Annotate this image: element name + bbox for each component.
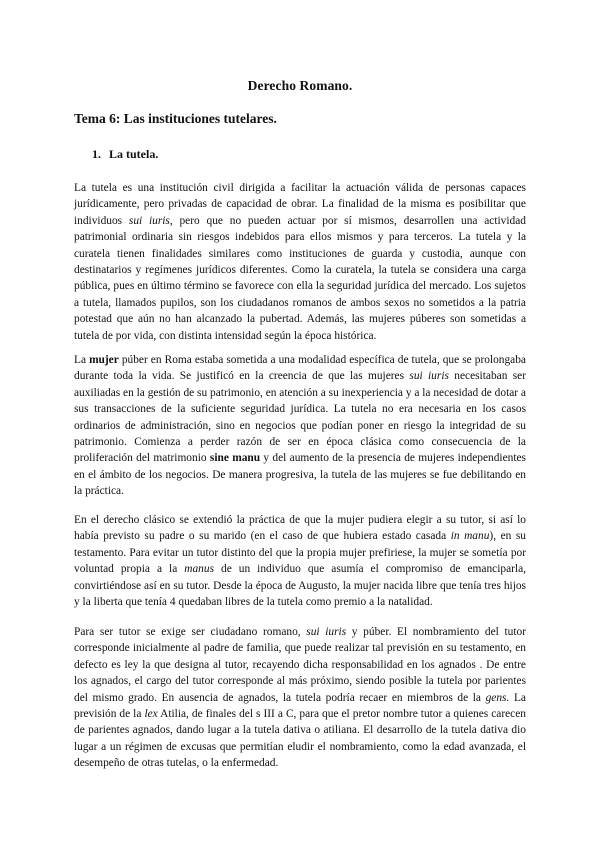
- text-run: necesitaban ser auxiliadas en la gestión de su patrimonio, en atención a su inexperiencia y a la necesidad de dotar a sus transacciones de la suficiente seguridad jurídica. La tutela no era necesaria en los casos ordinarios de administración, sino en negocios que podían poner en riesgo la integridad de su patrimonio. Comienza a perder razón de ser en época clásica como consecuencia de la proliferación del matrimonio: [74, 370, 527, 465]
- text-run: Atilia, de finales del s III a C, para que el pretor nombre tutor a quienes carecen de parientes agnados, dando lugar a la tutela dativa o atiliana. El desarrollo de la tutela dativa dio lugar a un régimen de excusas que permitían eludir el nombramiento, como la edad avanzada, el desempeño de otras tutelas, o la enfermedad.: [74, 708, 526, 770]
- section-title-text: La tutela.: [109, 147, 159, 161]
- section-number: 1.: [92, 147, 101, 161]
- text-run: En el derecho clásico se extendió la práctica de que la mujer pudiera elegir a su tutor, si así lo había previsto su padre o su marido (en el caso de que hubiera estado casada: [74, 514, 526, 543]
- text-run: , pero que no pueden actuar por sí mismos, desarrollen una actividad patrimonial ordinaria sin riesgos indebidos para ellos mismos y para terceros. La tutela y la curatela tienen finalidades similares como instituciones de guarda y custodia, aunque con destinatarios y regímenes jurídicos diferentes. Como la curatela, la tutela se considera una carga pública, pues en último término se favorece con ella la seguridad jurídica del mercado. Los sujetos a tutela, llamados pupilos, son los ciudadanos romanos de ambos sexos no sometidos a la patria potestad que aún no han alcanzado la pubertad. Además, las mujeres púberes son sometidas a tutela de por vida, con distinta intensidad según la época histórica.: [74, 214, 526, 342]
- section-heading: [92, 147, 158, 162]
- latin-term: sui iuris: [409, 370, 449, 383]
- text-run: La previsión de la: [74, 691, 526, 721]
- latin-term: sui iuris: [128, 214, 170, 227]
- bold-term: mujer: [89, 354, 119, 366]
- latin-term: sui iuris: [306, 626, 347, 638]
- document-title: Derecho Romano.: [247, 78, 353, 93]
- paragraph-derecho-clasico: [74, 512, 526, 610]
- latin-term: manus: [184, 563, 215, 576]
- text-run: ), en su testamento. Para evitar un tutor distinto del que la propia mujer prefiriese, la mujer se sometía por voluntad propia a la: [74, 530, 526, 576]
- text-run: La: [74, 354, 90, 366]
- text-run: y del aumento de la presencia de mujeres independientes en el ámbito de los negocios. De manera progresiva, la tutela de las mujeres se fue debilitando en la práctica.: [74, 452, 526, 498]
- latin-term: lex: [144, 708, 158, 721]
- text-run: de un individuo que asumía el compromiso de emanciparla, convirtiéndose así en su tutor. Desde la época de Augusto, la mujer nacida libre que tenía tres hijos y la liberta que tenía 4 quedaban libres de la tutela como premio a la natalidad.: [74, 563, 526, 609]
- text-run: La tutela es una institución civil dirigida a facilitar la actuación válida de personas capaces jurídicamente, pero privadas de capacidad de obrar. La finalidad de la misma es posibilitar que individuos: [74, 182, 526, 227]
- bold-term: sine manu: [209, 452, 261, 465]
- topic-heading: Tema 6: Las instituciones tutelares.: [74, 111, 277, 126]
- text-run: y púber. El nombramiento del tutor corresponde inicialmente al padre de familia, que puede realizar tal previsión en su testamento, en defecto es ley la que designa al tutor, recayendo dicha responsabilidad en los agnados . De entre los agnados, el cargo del tutor corresponde al más próximo, siendo posible la tutela por parientes del mismo grado. En ausencia de agnados, la tutela podría recaer en miembros de la: [74, 626, 526, 704]
- text-run: púber en Roma estaba sometida a una modalidad específica de tutela, que se prolongaba durante toda la vida. Se justificó en la creencia de que las mujeres: [74, 354, 526, 383]
- text-run: Para ser tutor se exige ser ciudadano romano,: [74, 626, 307, 638]
- paragraph-nombramiento-tutor: [74, 624, 526, 772]
- latin-term: in manu: [450, 530, 490, 543]
- latin-term: gens.: [485, 691, 510, 704]
- paragraph-tutela-definition: [74, 180, 526, 344]
- paragraph-mujer-tutela: [74, 352, 526, 500]
